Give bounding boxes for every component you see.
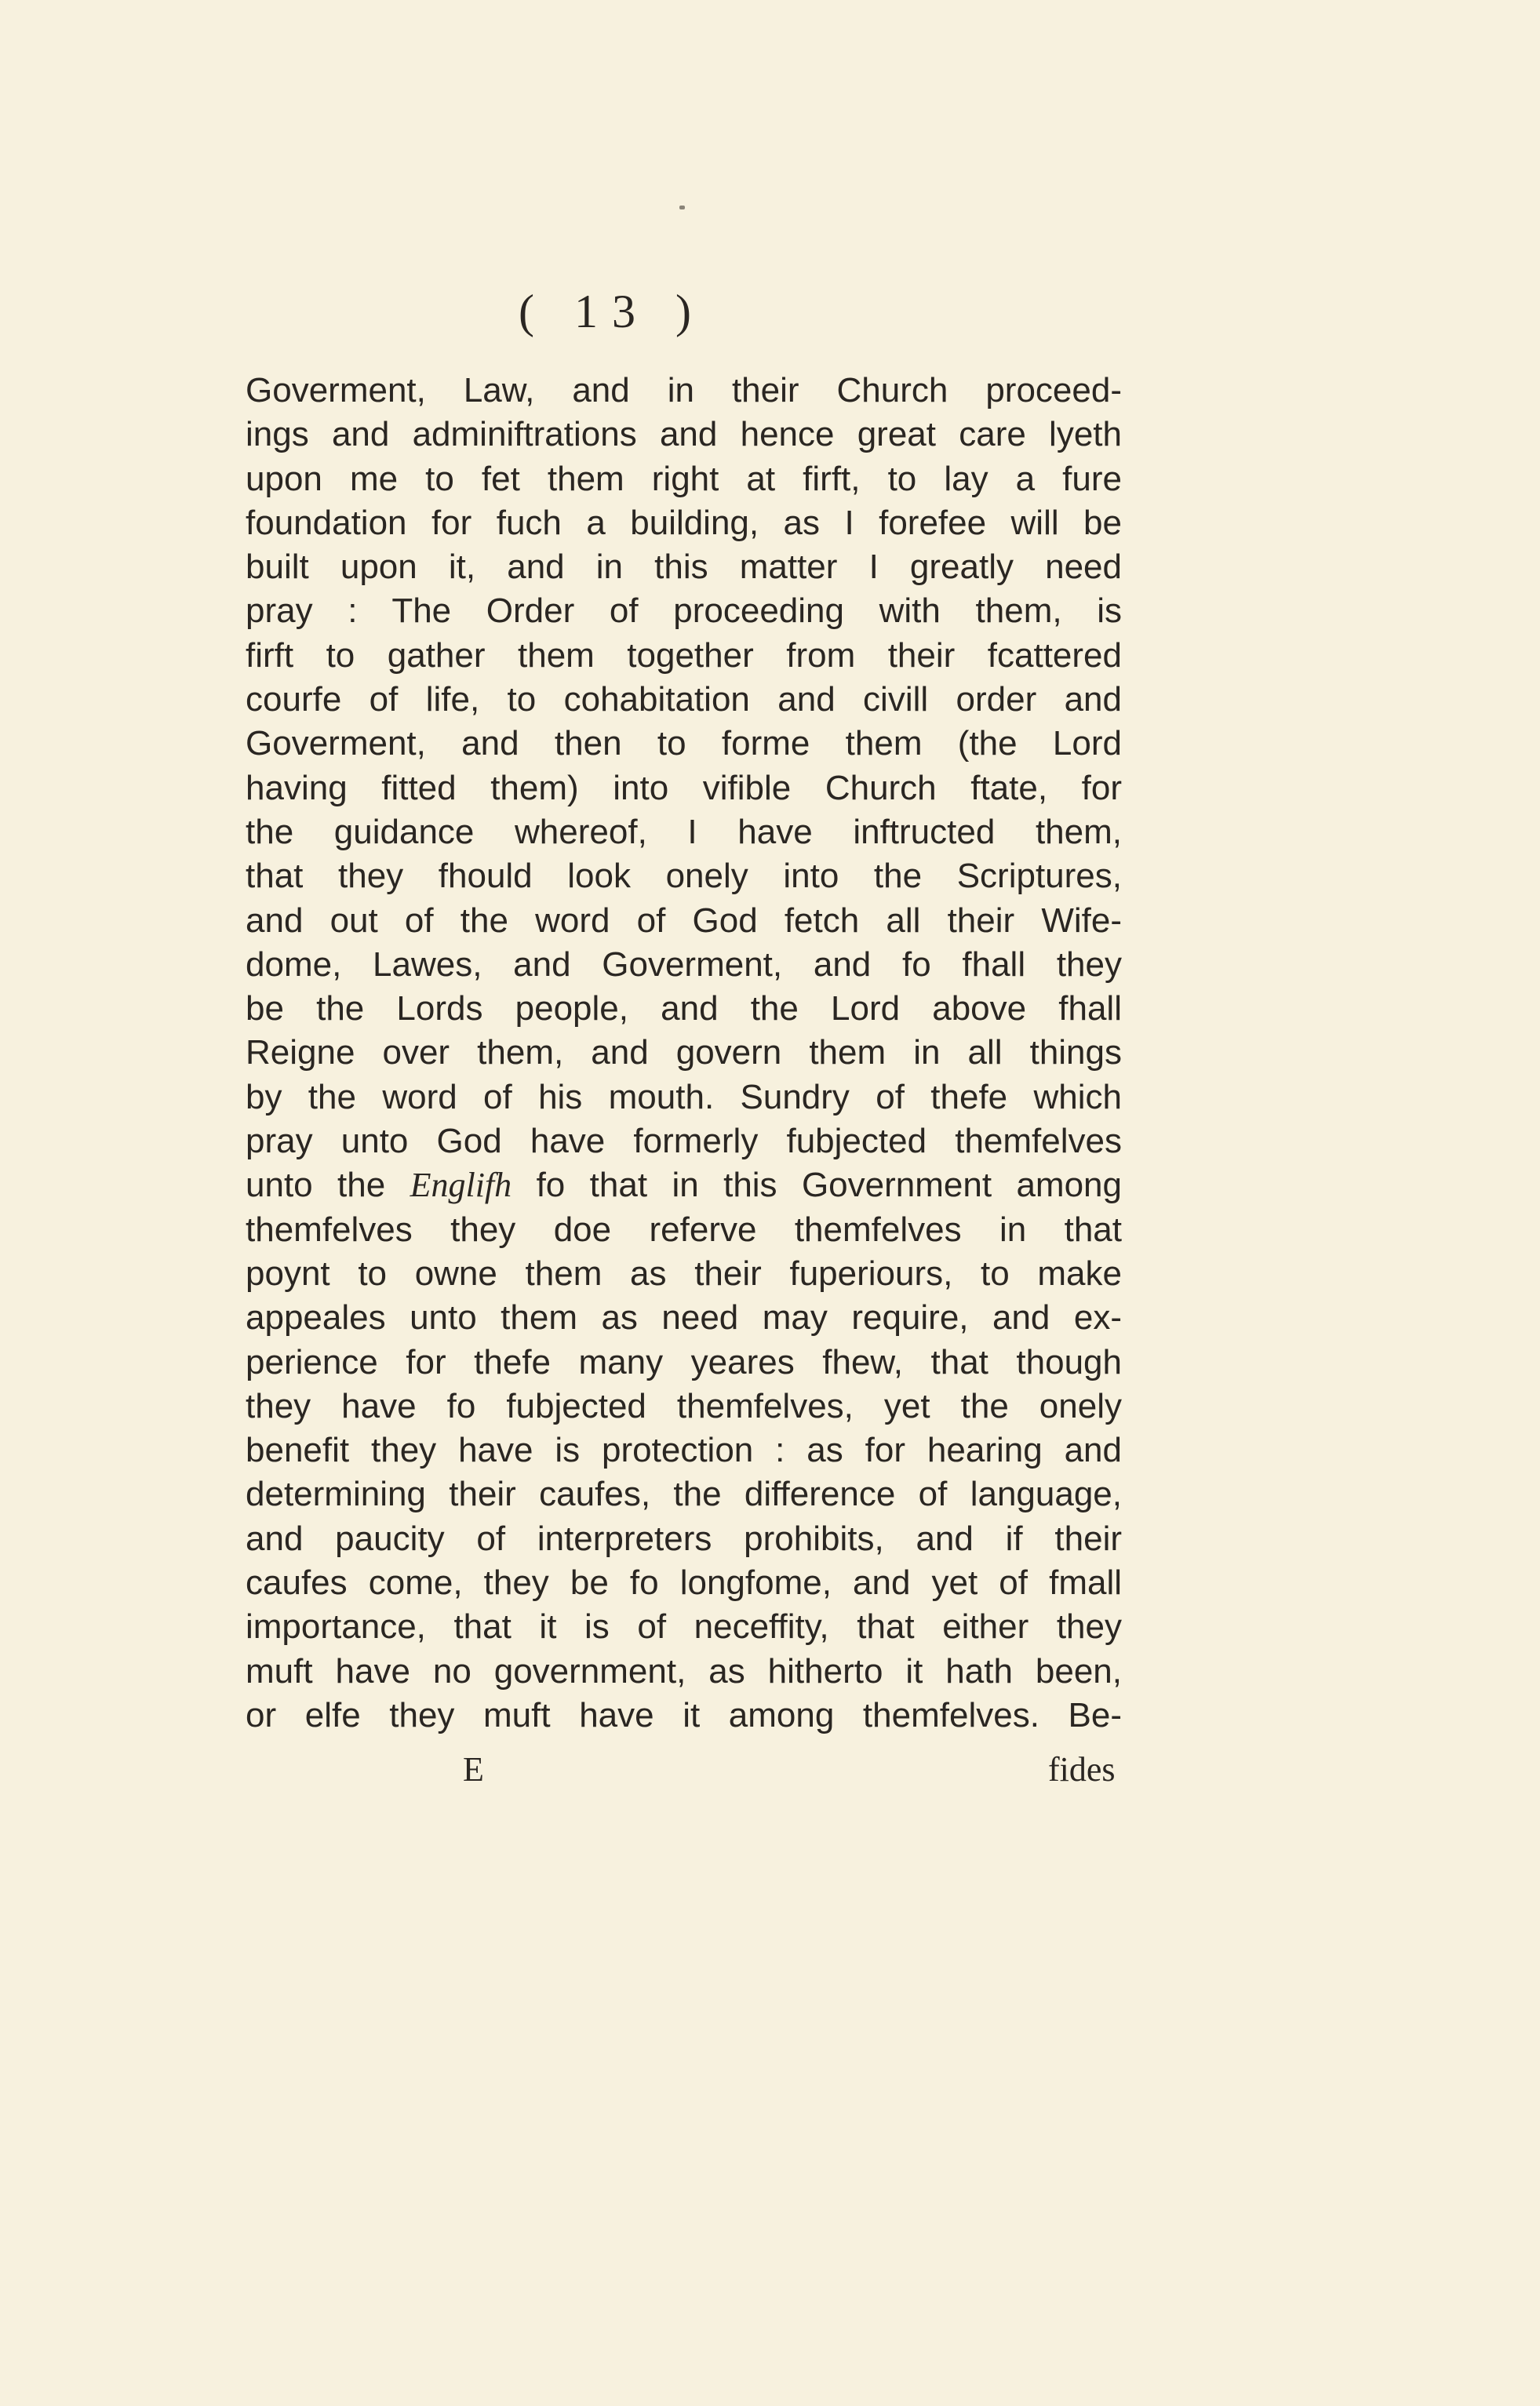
text-line: built upon it, and in this matter I greatly need (246, 548, 1122, 587)
text-line: determining their caufes, the difference of language, (246, 1475, 1122, 1514)
text-line: benefit they have is protection : as for hearing and (246, 1431, 1122, 1470)
text-line: importance, that it is of neceffity, that either they (246, 1607, 1122, 1647)
signature-mark: E (463, 1750, 484, 1789)
text-line: and paucity of interpreters prohibits, and if their (246, 1519, 1122, 1558)
text-line: and out of the word of God fetch all their Wife- (246, 901, 1122, 940)
text-line: the guidance whereof, I have inftructed them, (246, 812, 1122, 851)
text-line: upon me to fet them right at firft, to lay a fure (246, 459, 1122, 498)
body-text (246, 369, 1122, 1738)
text-line: be the Lords people, and the Lord above fhall (246, 989, 1122, 1028)
text-line: courfe of life, to cohabitation and civill order and (246, 680, 1122, 719)
text-line: having fitted them) into vifible Church ftate, for (246, 768, 1122, 807)
text-line: by the word of his mouth. Sundry of thefe which (246, 1077, 1122, 1116)
text-line: poynt to owne them as their fuperiours, to make (246, 1254, 1122, 1293)
text-line: Goverment, and then to forme them (the Lord (246, 724, 1122, 763)
text-line: dome, Lawes, and Goverment, and fo fhall they (246, 945, 1122, 984)
text-line: ings and adminiftrations and hence great care lyeth (246, 415, 1122, 454)
italic-word: Englifh (410, 1166, 512, 1205)
text-line: appeales unto them as need may require, and ex- (246, 1298, 1122, 1338)
text-line: or elfe they muft have it among themfelves. Be- (246, 1695, 1122, 1734)
text-line: they have fo fubjected themfelves, yet the onely (246, 1386, 1122, 1425)
text-line: perience for thefe many yeares fhew, that though (246, 1342, 1122, 1381)
text-line: foundation for fuch a building, as I forefee will be (246, 503, 1122, 542)
text-line: pray : The Order of proceeding with them, is (246, 591, 1122, 631)
text-line: that they fhould look onely into the Scriptures, (246, 857, 1122, 896)
page-number: ( 13 ) (519, 286, 705, 337)
text-line: pray unto God have formerly fubjected themfelves (246, 1122, 1122, 1161)
text-line: unto the Englifh fo that in this Government among (246, 1166, 1122, 1205)
text-line: Goverment, Law, and in their Church proceed- (246, 371, 1122, 409)
text-line: themfelves they doe referve themfelves in that (246, 1210, 1122, 1249)
ink-speck (679, 206, 685, 209)
catchword: fides (1048, 1750, 1116, 1789)
text-line: caufes come, they be fo longfome, and yet of fmall (246, 1563, 1122, 1603)
text-line: muft have no government, as hitherto it hath been, (246, 1651, 1122, 1691)
text-line: firft to gather them together from their fcattered (246, 635, 1122, 675)
text-line: Reigne over them, and govern them in all things (246, 1033, 1122, 1072)
